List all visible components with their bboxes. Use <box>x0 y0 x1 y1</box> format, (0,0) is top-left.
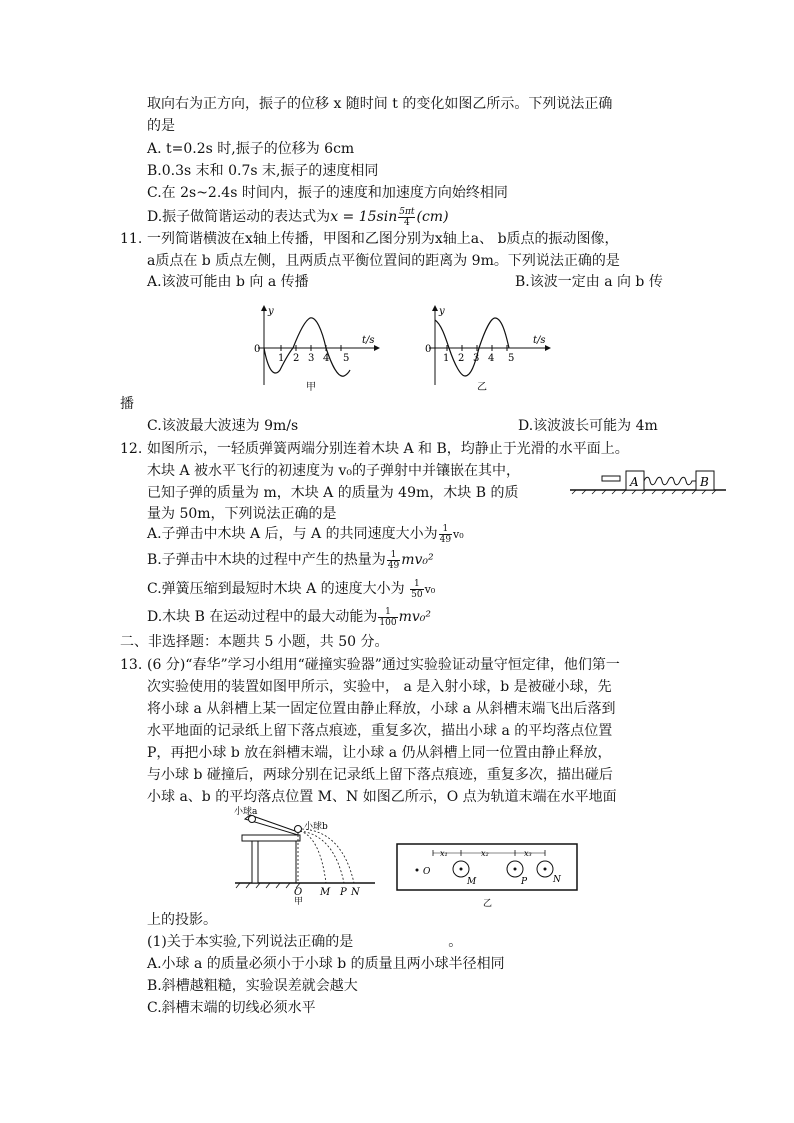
label-n: N <box>553 875 561 885</box>
q11-stem-line1: 一列简谐横波在x轴上传播，甲图和乙图分别为x轴上a、 b质点的振动图像， <box>147 231 619 247</box>
caption-jia: 甲 <box>306 382 316 393</box>
q13-stem-line4: 水平地面的记录纸上留下落点痕迹，重复多次，描出小球 a 的平均落点位置 <box>147 723 613 739</box>
label-m: M <box>467 877 477 887</box>
tick-4: 4 <box>488 353 495 364</box>
q10-option-b: B.0.3s 末和 0.7s 末,振子的速度相同 <box>147 163 379 179</box>
block-b-label: B <box>700 475 709 489</box>
q12-option-a: A.子弹击中木块 A 后，与 A 的共同速度大小为 $\frac{1}{49}$ v₀ <box>147 523 464 545</box>
vibration-curve <box>264 318 350 376</box>
q13-stem-line8: 上的投影。 <box>147 912 217 928</box>
q12-stem-line1: 如图所示，一轻质弹簧两端分别连着木块 A 和 B，均静止于光滑的水平面上。 <box>147 441 629 457</box>
origin-label: 0 <box>254 344 261 355</box>
q10-option-d: D.振子做简谐运动的表达式为x = 15sin $\frac{5\pi t}{4}$ (cm) <box>147 206 449 228</box>
label-x1: x₁ <box>440 849 448 858</box>
label-n: N <box>351 887 360 898</box>
q13-option-b: B.斜槽越粗糙，实验误差就会越大 <box>147 978 358 994</box>
q11-option-a: A.该波可能由 b 向 a 传播 <box>147 274 309 290</box>
tick-3: 3 <box>473 353 480 364</box>
q12-stem-line4: 量为 50m，下列说法正确的是 <box>147 506 337 522</box>
q12-option-d: D.木块 B 在运动过程中的最大动能为 $\frac{1}{100}$ mv₀² <box>147 606 431 628</box>
label-o: O <box>294 887 303 898</box>
q13-stem-line5: P，再把小球 b 放在斜槽末端，让小球 a 仍从斜槽上同一位置由静止释放， <box>147 745 612 761</box>
tick-5: 5 <box>508 353 515 364</box>
origin-label: 0 <box>425 344 432 355</box>
caption-yi: 乙 <box>477 382 487 393</box>
label-p: P <box>340 887 347 898</box>
label-p: P <box>521 877 528 887</box>
q13-stem-line2: 次实验使用的装置如图甲所示，实验中， a 是入射小球，b 是被碰小球，先 <box>147 679 612 695</box>
q13-stem-line1: (6 分)“春华”学习小组用“碰撞实验器”通过实验验证动量守恒定律，他们第一 <box>147 657 620 673</box>
tick-2: 2 <box>293 353 300 364</box>
label-o: O <box>423 867 431 877</box>
q13-sub1: (1)关于本实验,下列说法正确的是 。 <box>147 934 463 950</box>
q13-figure-jia <box>230 805 380 905</box>
q10-option-c: C.在 2s~2.4s 时间内，振子的速度和加速度方向始终相同 <box>147 185 508 201</box>
q11-option-b: B.该波一定由 a 向 b 传 <box>515 274 663 290</box>
bullet <box>602 476 620 481</box>
trajectory-p <box>300 831 344 883</box>
t-label: t/s <box>362 335 375 346</box>
point-o <box>416 869 419 872</box>
label-x2: x₂ <box>481 849 489 858</box>
q10-stem-line2: 的是 <box>147 118 175 134</box>
q13-option-c: C.斜槽末端的切线必须水平 <box>147 1000 316 1016</box>
trajectory-m <box>300 831 326 883</box>
ball-a-label: 小球a <box>234 807 258 817</box>
q12-stem-line2: 木块 A 被水平飞行的初速度为 v₀的子弹射中并镶嵌在其中， <box>147 463 520 479</box>
caption-jia: 甲 <box>294 897 304 905</box>
q11-stem-line2: a质点在 b 质点左侧，且两质点平衡位置间的距离为 9m。下列说法正确的是 <box>147 253 620 269</box>
q11-option-b-tail: 播 <box>120 396 134 412</box>
table-leg <box>252 841 258 883</box>
y-label: y <box>268 306 274 317</box>
q11-option-d: D.该波波长可能为 4m <box>518 418 658 434</box>
vibration-curve <box>435 318 509 376</box>
q12-spring-figure <box>568 465 728 495</box>
tick-3: 3 <box>308 353 315 364</box>
tick-4: 4 <box>323 353 330 364</box>
y-label: y <box>439 306 445 317</box>
label-x3: x₃ <box>524 849 532 858</box>
label-m: M <box>320 887 331 898</box>
q12-stem-line3: 已知子弹的质量为 m，木块 A 的质量为 49m，木块 B 的质 <box>147 485 519 501</box>
t-label: t/s <box>533 335 546 346</box>
q11-graph-yi <box>415 300 555 395</box>
tick-1: 1 <box>278 353 285 364</box>
caption-yi: 乙 <box>483 899 493 909</box>
block-a-label: A <box>630 475 639 489</box>
q13-figure-yi <box>395 842 580 910</box>
q11-number: 11. <box>120 231 143 247</box>
q10-stem-line1: 取向右为正方向，振子的位移 x 随时间 t 的变化如图乙所示。下列说法正确 <box>147 96 613 112</box>
tick-2: 2 <box>458 353 465 364</box>
q13-stem-line6: 与小球 b 碰撞后，两球分别在记录纸上留下落点痕迹，重复多次，描出碰后 <box>147 767 613 783</box>
q13-option-a: A.小球 a 的质量必须小于小球 b 的质量且两小球半径相同 <box>147 956 505 972</box>
q13-stem-line7: 小球 a、b 的平均落点位置 M、N 如图乙所示，O 点为轨道末端在水平地面 <box>147 789 617 805</box>
q13-stem-line3: 将小球 a 从斜槽上某一固定位置由静止释放，小球 a 从斜槽末端飞出后落到 <box>147 701 616 717</box>
trajectory-n <box>302 829 354 883</box>
spring <box>644 477 698 485</box>
q12-option-c: C.弹簧压缩到最短时木块 A 的速度大小为 $\frac{1}{50}$ v₀ <box>147 578 436 600</box>
ball-b-label: 小球b <box>304 822 328 832</box>
q10-option-a: A. t=0.2s 时,振子的位移为 6cm <box>147 141 355 157</box>
section-heading: 二、非选择题：本题共 5 小题，共 50 分。 <box>120 634 389 650</box>
tick-5: 5 <box>343 353 350 364</box>
tick-1: 1 <box>443 353 450 364</box>
q11-option-c: C.该波最大波速为 9m/s <box>147 418 299 434</box>
q11-graph-jia <box>244 300 384 395</box>
table-top <box>242 835 300 841</box>
q12-option-b: B.子弹击中木块的过程中产生的热量为 $\frac{1}{49}$ mv₀² <box>147 549 434 571</box>
q12-number: 12. <box>120 441 143 457</box>
q13-number: 13. <box>120 657 143 673</box>
